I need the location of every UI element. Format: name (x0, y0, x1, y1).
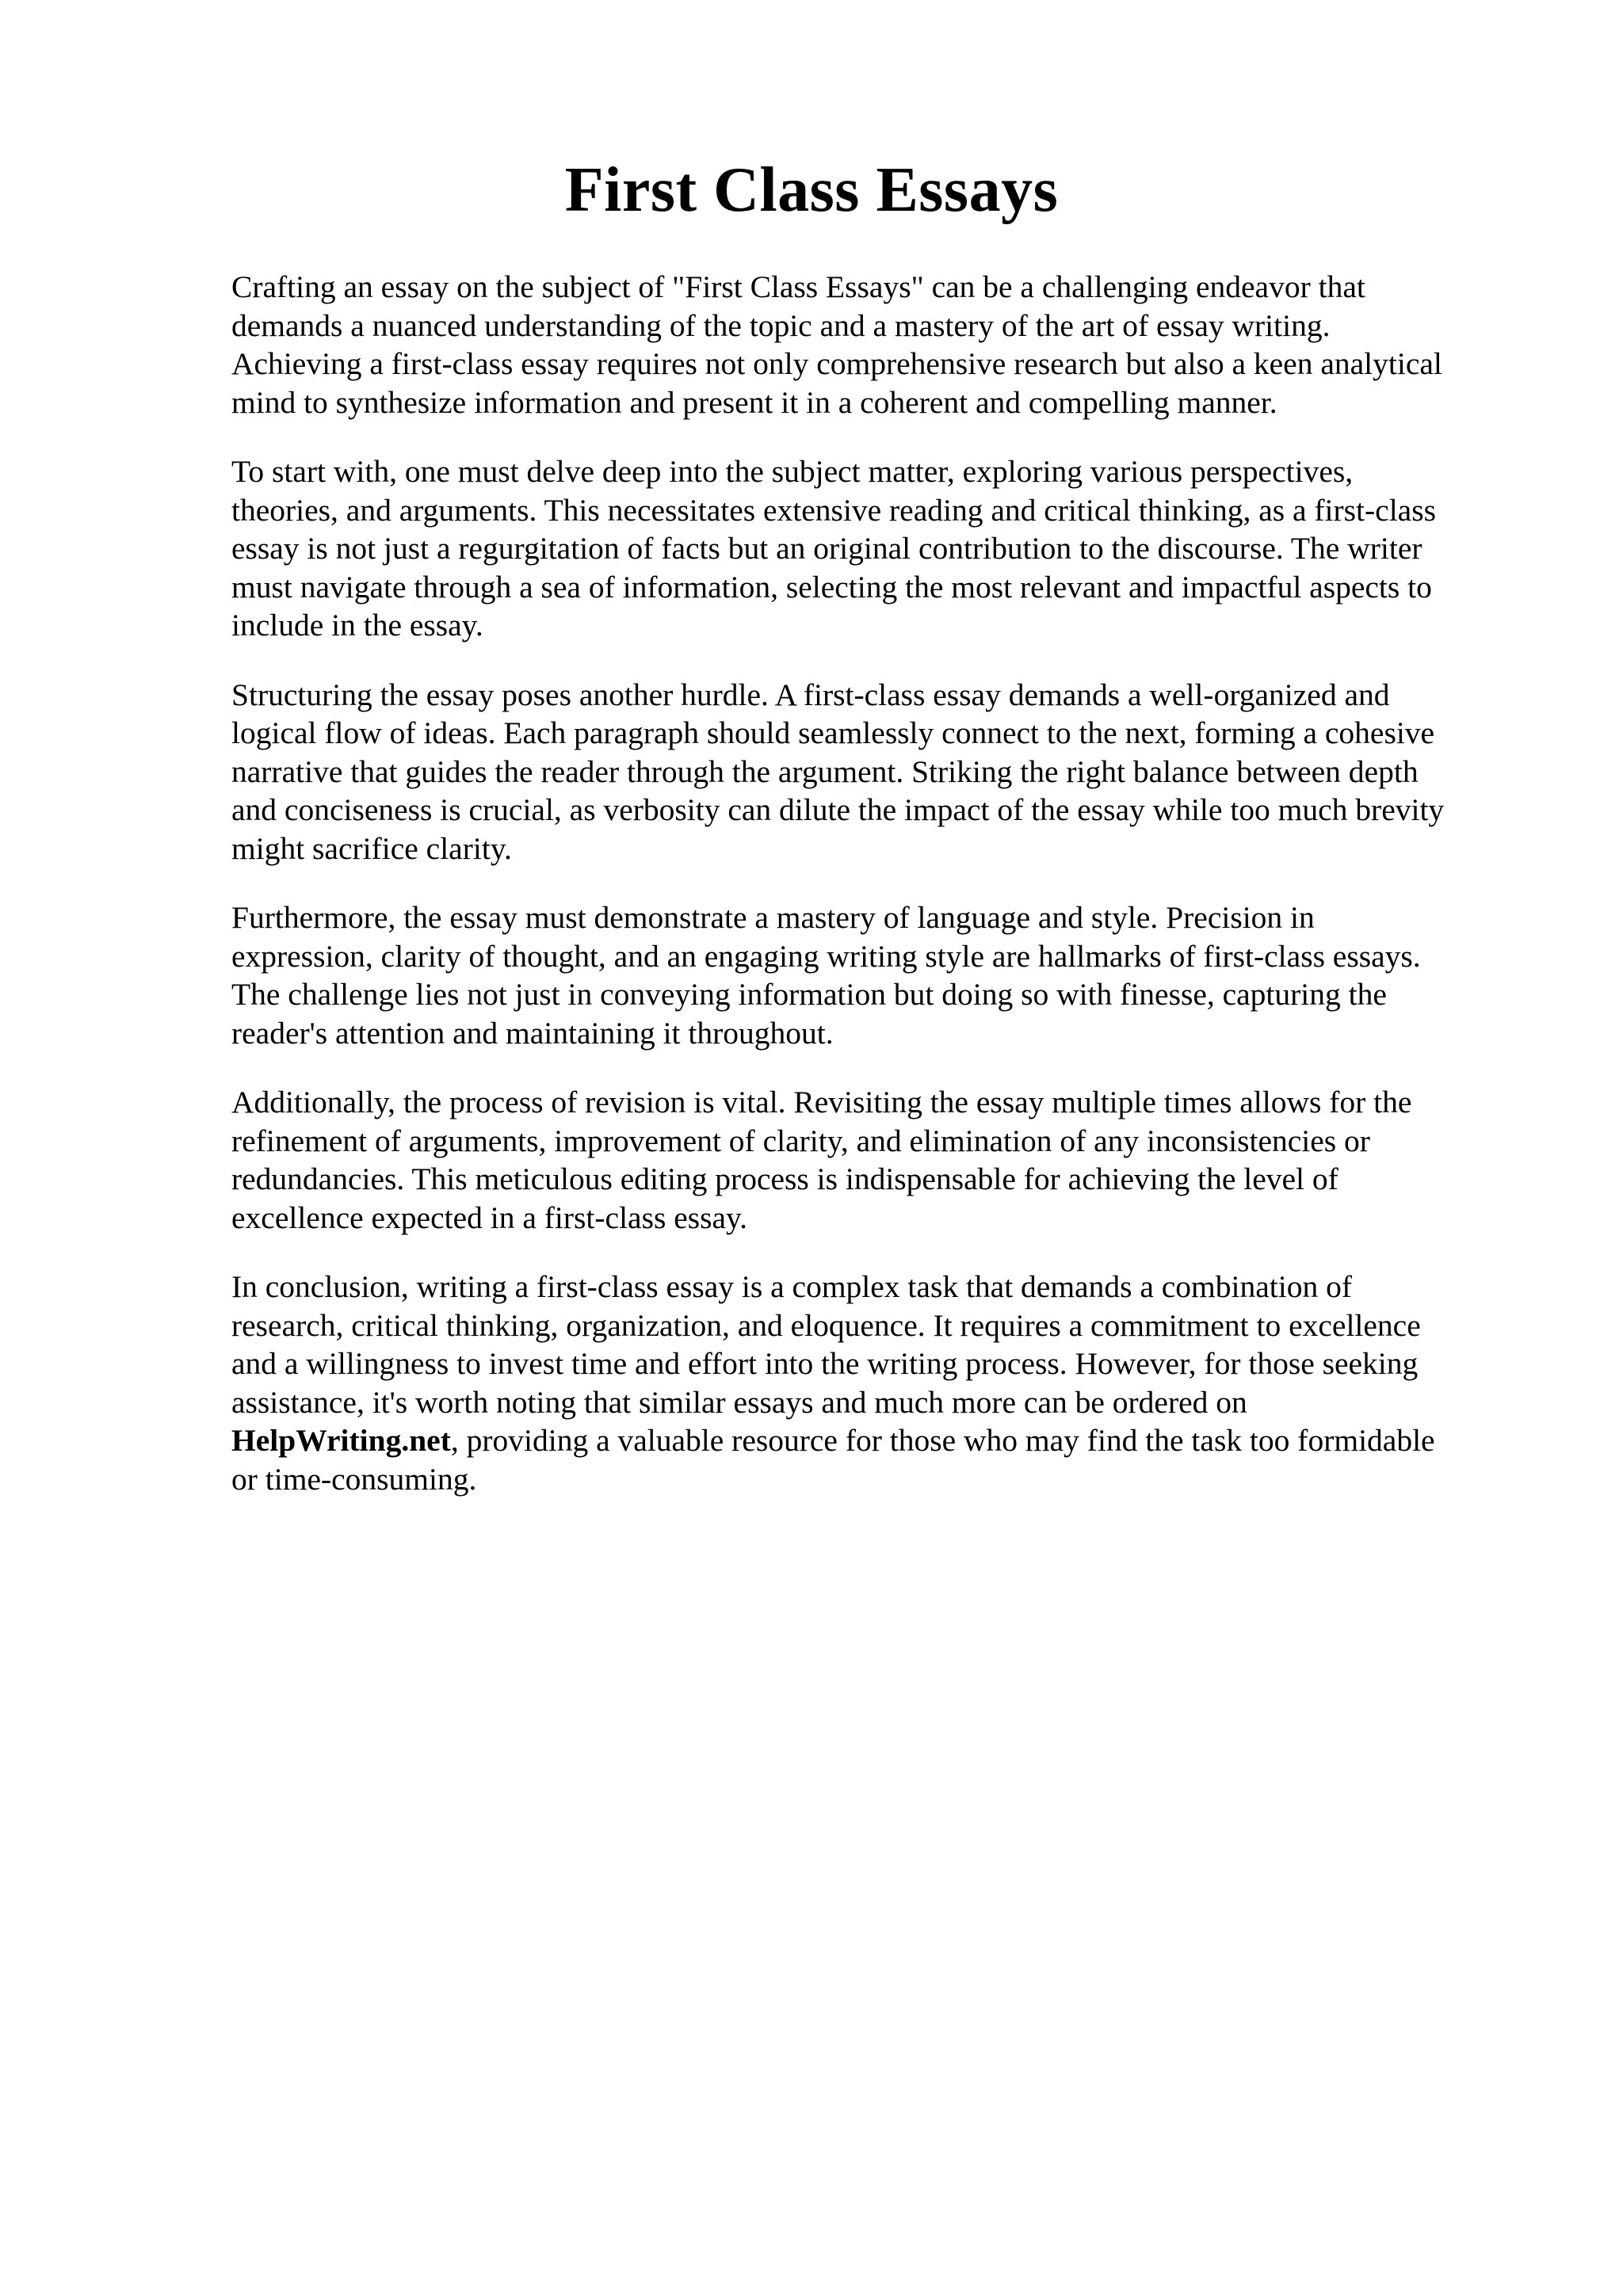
text-line: Additionally, the process of revision is vital. Revisiting the essay multiple times allows for the (231, 1085, 1412, 1119)
text-line: narrative that guides the reader through the argument. Striking the right balance between depth (231, 753, 1419, 789)
text-line: include in the essay. (231, 608, 483, 643)
text-line: might sacrifice clarity. (231, 830, 512, 866)
text-line: The challenge lies not just in conveying information but doing so with finesse, capturing the (231, 977, 1387, 1012)
text-line: research, critical thinking, organization, and eloquence. It requires a commitment to excellence (231, 1307, 1421, 1343)
text-line: and a willingness to invest time and effort into the writing process. However, for those seeking (231, 1346, 1419, 1381)
page-title: First Class Essays (564, 155, 1059, 225)
text-line: expression, clarity of thought, and an engaging writing style are hallmarks of first-class essays. (231, 938, 1421, 974)
text-line: or time-consuming. (231, 1461, 477, 1497)
paragraph-1 (231, 268, 1515, 421)
text-line: reader's attention and maintaining it throughout. (231, 1015, 834, 1051)
text-line: refinement of arguments, improvement of clarity, and elimination of any inconsistencies or (231, 1123, 1370, 1158)
essay-body (231, 268, 1515, 1529)
text-line: Achieving a first-class essay requires not only comprehensive research but also a keen analytical (231, 346, 1442, 381)
text-line: redundancies. This meticulous editing process is indispensable for achieving the level of (231, 1161, 1338, 1196)
paragraph-2 (231, 452, 1515, 645)
brand-line-text: , providing a valuable resource for those who may find the task too formidable (450, 1423, 1435, 1458)
paragraph-6 (231, 1268, 1515, 1498)
text-line: and conciseness is crucial, as verbosity can dilute the impact of the essay while too much brevity (231, 792, 1445, 827)
text-line: Structuring the essay poses another hurdle. A first-class essay demands a well-organized and (231, 677, 1390, 712)
paragraph-5 (231, 1083, 1515, 1237)
text-line: excellence expected in a first-class essay. (231, 1199, 748, 1235)
text-line: theories, and arguments. This necessitates extensive reading and critical thinking, as a first-class (231, 492, 1436, 528)
text-line: Crafting an essay on the subject of "First Class Essays" can be a challenging endeavor that (231, 269, 1365, 304)
paragraph-3 (231, 676, 1515, 868)
text-line: In conclusion, writing a first-class essay is a complex task that demands a combination of (231, 1269, 1352, 1304)
brand-name: HelpWriting.net (231, 1423, 451, 1458)
text-line (231, 1421, 1515, 1460)
text-line: mind to synthesize information and present it in a coherent and compelling manner. (231, 384, 1277, 420)
text-line: essay is not just a regurgitation of facts but an original contribution to the discourse. The writer (231, 531, 1423, 566)
text-line: To start with, one must delve deep into the subject matter, exploring various perspectives, (231, 454, 1354, 489)
text-line: Furthermore, the essay must demonstrate a mastery of language and style. Precision in (231, 900, 1315, 935)
text-line: assistance, it's worth noting that similar essays and much more can be ordered on (231, 1384, 1247, 1420)
text-line: must navigate through a sea of information, selecting the most relevant and impactful aspects to (231, 569, 1432, 605)
text-line: logical flow of ideas. Each paragraph should seamlessly connect to the next, forming a cohesive (231, 715, 1435, 750)
text-line: demands a nuanced understanding of the topic and a mastery of the art of essay writing. (231, 307, 1331, 343)
paragraph-4 (231, 898, 1515, 1052)
